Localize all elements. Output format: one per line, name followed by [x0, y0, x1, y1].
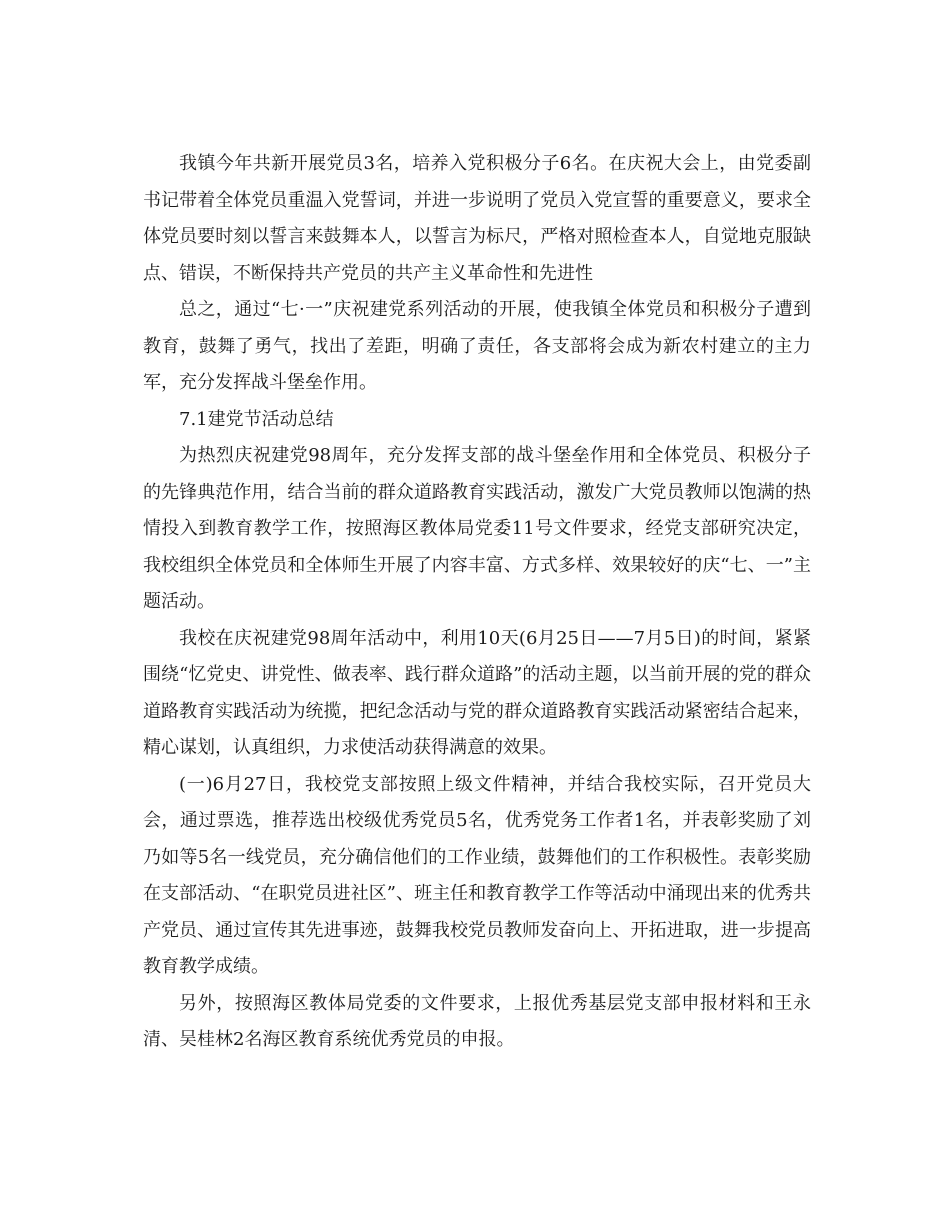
paragraph-conclusion: 总之，通过“七·一”庆祝建党系列活动的开展，使我镇全体党员和积极分子遭到教育，鼓舞了勇气，找出了差距，明确了责任，各支部将会成为新农村建立的主力军，充分发挥战斗堡垒作用。 — [143, 299, 811, 393]
section-heading: 7.1建党节活动总结 — [179, 408, 334, 430]
paragraph-activity-period: 我校在庆祝建党98周年活动中，利用10天(6月25日——7月5日)的时间，紧紧围绕“忆党史、讲党性、做表率、践行群众道路”的活动主题，以当前开展的党的群众道路教育实践活动为统揽，把纪念活动与党的群众道路教育实践活动紧密结合起来，精心谋划，认真组织，力求使活动获得满意的效果。 — [143, 627, 811, 758]
paragraph-additional: 另外，按照海区教体局党委的文件要求，上报优秀基层党支部申报材料和王永清、吴桂林2名海区教育系统优秀党员的申报。 — [143, 992, 811, 1050]
paragraph-intro: 为热烈庆祝建党98周年，充分发挥支部的战斗堡垒作用和全体党员、积极分子的先锋典范作用，结合当前的群众道路教育实践活动，激发广大党员教师以饱满的热情投入到教育教学工作，按照海区教体局党委11号文件要求，经党支部研究决定，我校组织全体党员和全体师生开展了内容丰富、方式多样、效果较好的庆“七、一”主题活动。 — [143, 445, 811, 612]
document-body — [143, 146, 811, 1059]
paragraph-party-meeting: (一)6月27日，我校党支部按照上级文件精神，并结合我校实际，召开党员大会，通过票选，推荐选出校级优秀党员5名，优秀党务工作者1名，并表彰奖励了刘乃如等5名一线党员，充分确信他们的工作业绩，鼓舞他们的工作积极性。表彰奖励在支部活动、“在职党员进社区”、班主任和教育教学工作等活动中涌现出来的优秀共产党员、通过宣传其先进事迹，鼓舞我校党员教师发奋向上、开拓进取，进一步提高教育教学成绩。 — [143, 773, 811, 977]
paragraph-new-members: 我镇今年共新开展党员3名，培养入党积极分子6名。在庆祝大会上，由党委副书记带着全体党员重温入党誓词，并进一步说明了党员入党宣誓的重要意义，要求全体党员要时刻以誓言来鼓舞本人，以誓言为标尺，严格对照检查本人，自觉地克服缺点、错误，不断保持共产党员的共产主义革命性和先进性 — [143, 153, 811, 284]
